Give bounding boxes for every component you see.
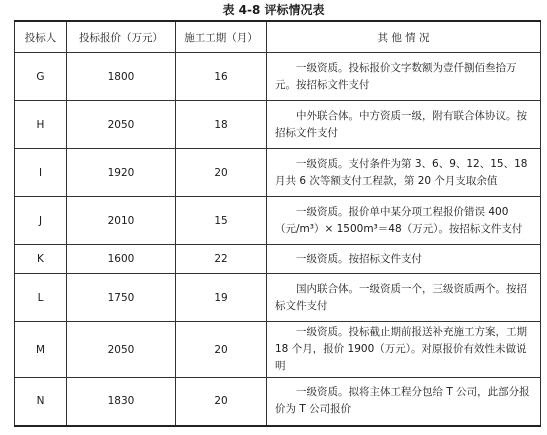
note-cell [267,245,541,274]
note-text: 一级资质。按招标文件支付 [296,252,422,265]
table-row [15,101,541,149]
period-cell: 20 [176,378,267,426]
bidder-cell: L [15,274,67,322]
note-cell [267,322,541,378]
period-cell: 19 [176,274,267,322]
note-text: 中外联合体。中方资质一级，附有联合体协议。按招标文件支付 [275,109,527,139]
note-cell [267,274,541,322]
bidder-cell: M [15,322,67,378]
table-row [15,322,541,378]
price-cell: 1800 [67,53,176,101]
table-row [15,245,541,274]
price-cell: 2050 [67,101,176,149]
note-cell [267,101,541,149]
bidder-cell: J [15,197,67,245]
period-cell: 20 [176,149,267,197]
table-row [15,197,541,245]
period-cell: 16 [176,53,267,101]
table-row [15,274,541,322]
bidder-cell: I [15,149,67,197]
period-cell: 22 [176,245,267,274]
period-cell: 20 [176,322,267,378]
header-row [15,21,541,53]
note-text: 一级资质。报价单中某分项工程报价错误 400（元/m³）× 1500m³＝48（万元）。按招标文件支付 [275,205,523,235]
note-text: 一级资质。拟将主体工程分包给 T 公司，此部分报价为 T 公司报价 [275,386,530,416]
bidder-cell: G [15,53,67,101]
note-text: 一级资质。投标截止期前报送补充施工方案，工期 18 个月，报价 1900（万元）。对原报价有效性未做说明 [275,326,527,372]
header-price: 投标报价（万元） [67,21,176,53]
price-cell: 1600 [67,245,176,274]
bidder-cell: K [15,245,67,274]
note-cell [267,378,541,426]
note-cell [267,149,541,197]
header-bidder: 投标人 [15,21,67,53]
price-cell: 1920 [67,149,176,197]
price-cell: 2050 [67,322,176,378]
table-row [15,149,541,197]
note-text: 一级资质。投标报价文字数额为壹仟捌佰叁拾万元。按招标文件支付 [275,61,517,91]
period-cell: 15 [176,197,267,245]
header-period: 施工工期（月） [176,21,267,53]
note-cell [267,197,541,245]
bidder-cell: H [15,101,67,149]
note-text: 一级资质。支付条件为第 3、6、9、12、15、18月共 6 次等额支付工程款，第 20 个月支取余值 [275,157,528,187]
table-caption: 表 4-8 评标情况表 [222,3,325,17]
note-cell [267,53,541,101]
price-cell: 1830 [67,378,176,426]
note-text: 国内联合体。一级资质一个，三级资质两个。按招标文件支付 [275,282,527,312]
header-note: 其 他 情 况 [267,21,541,53]
period-cell: 18 [176,101,267,149]
price-cell: 2010 [67,197,176,245]
bid-evaluation-table [14,20,541,427]
table-row [15,53,541,101]
table-row [15,378,541,426]
bidder-cell: N [15,378,67,426]
price-cell: 1750 [67,274,176,322]
